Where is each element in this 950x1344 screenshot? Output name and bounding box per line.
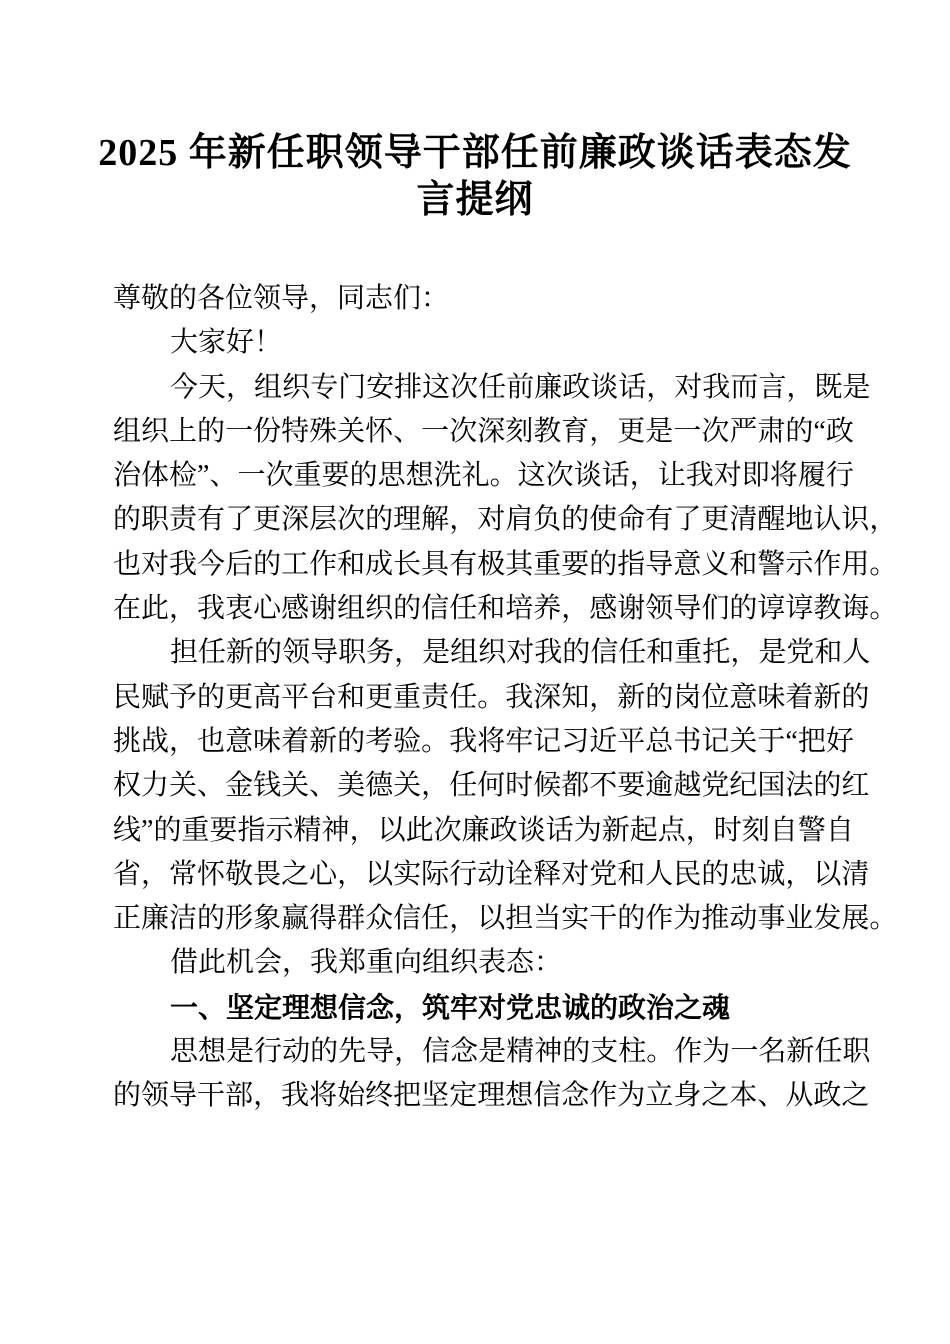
text-line: 也 对 我 今 后 的 工 作 和 成 长 具 有 极 其 重 要 的 指 导 意 义 和 警 示 作 用 。 <box>113 548 898 580</box>
text-line: 省 ， 常 怀 敬 畏 之 心 ， 以 实 际 行 动 诠 释 对 党 和 人 民 的 忠 诚 ， 以 清 <box>113 858 870 890</box>
text-line: 大家好！ <box>170 327 283 359</box>
text-line: 今 天 ， 组 织 专 门 安 排 这 次 任 前 廉 政 谈 话 ， 对 我 而 言 ， 既 是 <box>170 371 871 403</box>
text-line: 思 想 是 行 动 的 先 导 ， 信 念 是 精 神 的 支 柱 。 作 为 一 名 新 任 职 <box>170 1036 871 1068</box>
text-line: 的 职 责 有 了 更 深 层 次 的 理 解 ， 对 肩 负 的 使 命 有 了 更 清 醒 地 认 识 ， <box>113 504 898 536</box>
text-line: 的 领 导 干 部 ， 我 将 始 终 把 坚 定 理 想 信 念 作 为 立 身 之 本 、 从 政 之 <box>113 1080 870 1112</box>
text-line: 组 织 上 的 一 份 特 殊 关 怀 、 一 次 深 刻 教 育 ， 更 是 一 次 严 肃 的 “ 政 <box>113 415 854 447</box>
text-line: 治 体 检 ” 、 一 次 重 要 的 思 想 洗 礼 。 这 次 谈 话 ， 让 我 对 即 将 履 行 <box>113 460 854 492</box>
text-line: 民 赋 予 的 更 高 平 台 和 更 重 责 任 。 我 深 知 ， 新 的 岗 位 意 味 着 新 的 <box>113 681 870 713</box>
text-line: 线 ” 的 重 要 指 示 精 神 ， 以 此 次 廉 政 谈 话 为 新 起 点 ， 时 刻 自 警 自 <box>113 814 854 846</box>
text-line: 挑 战 ， 也 意 味 着 新 的 考 验 。 我 将 牢 记 习 近 平 总 书 记 关 于 “ 把 好 <box>113 725 854 757</box>
document-title-line-1: 2025 年新任职领导干部任前廉政谈话表态发 <box>98 132 852 174</box>
text-line: 担 任 新 的 领 导 职 务 ， 是 组 织 对 我 的 信 任 和 重 托 ， 是 党 和 人 <box>170 637 871 669</box>
text-line: 借此机会，我郑重向组织表态： <box>170 947 563 979</box>
section-heading: 一、坚定理想信念，筑牢对党忠诚的政治之魂 <box>170 991 731 1023</box>
text-line: 在 此 ， 我 衷 心 感 谢 组 织 的 信 任 和 培 养 ， 感 谢 领 导 们 的 谆 谆 教 诲 。 <box>113 593 898 625</box>
document-body <box>113 277 898 1119</box>
document-title <box>0 130 950 224</box>
document-title-line-2: 言提纲 <box>416 179 534 221</box>
text-line: 权 力 关 、 金 钱 关 、 美 德 关 ， 任 何 时 候 都 不 要 逾 越 党 纪 国 法 的 红 <box>113 770 870 802</box>
text-line: 尊敬的各位领导，同志们： <box>113 283 450 314</box>
text-line: 正 廉 洁 的 形 象 赢 得 群 众 信 任 ， 以 担 当 实 干 的 作 为 推 动 事 业 发 展 。 <box>113 903 898 935</box>
